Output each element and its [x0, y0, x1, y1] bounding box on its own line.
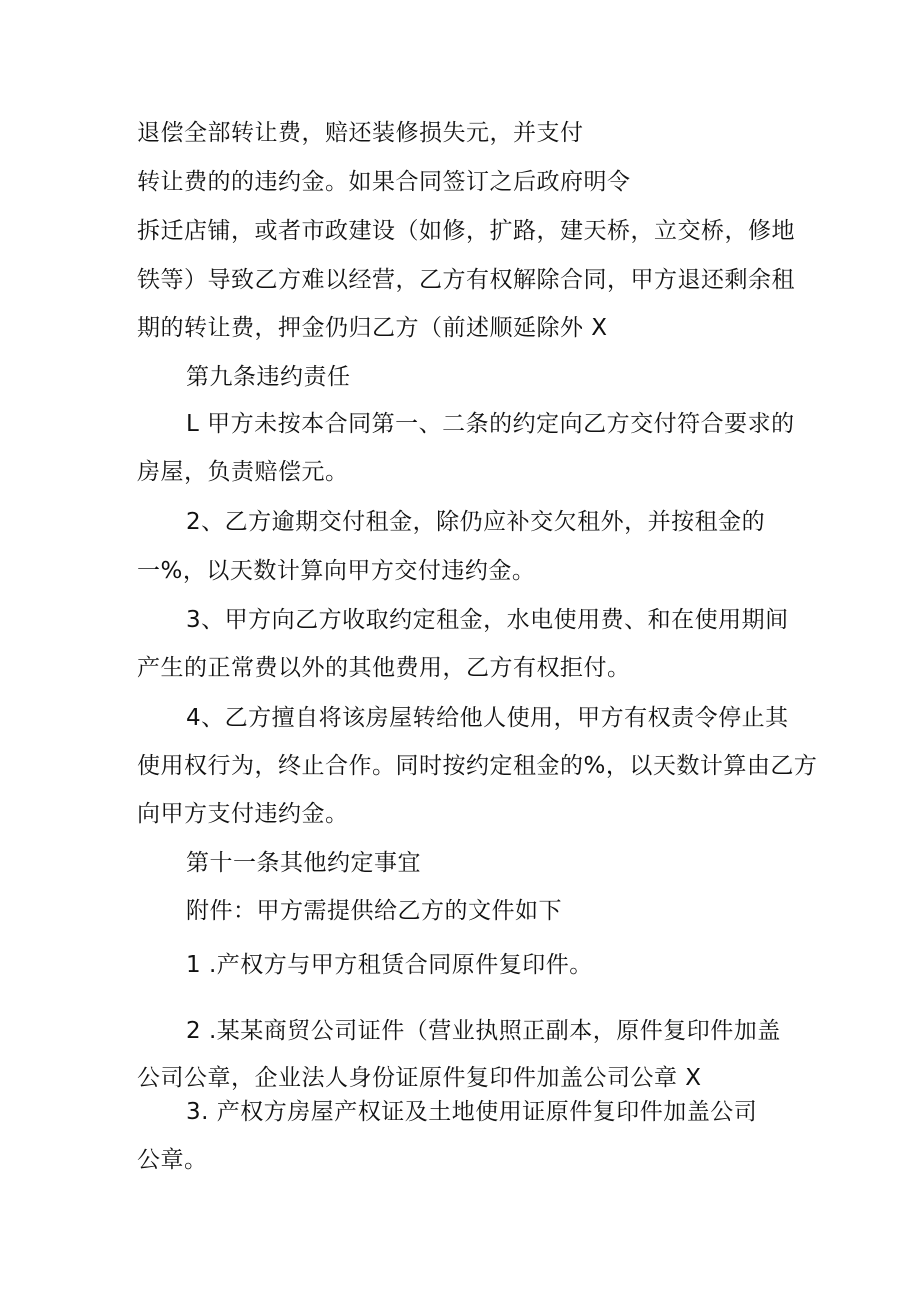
text-line: 公章。: [137, 1147, 208, 1173]
text-line: 退偿全部转让费，赔还装修损失元，并支付: [137, 120, 584, 146]
text-line: 向甲方支付违约金。: [137, 801, 349, 827]
text-line: 3、甲方向乙方收取约定租金，水电使用费、和在使用期间: [186, 607, 789, 633]
text-line: 铁等）导致乙方难以经营，乙方有权解除合同，甲方退还剩余租: [137, 267, 795, 293]
text-line: 转让费的的违约金。如果合同签订之后政府明令: [137, 169, 631, 195]
text-line: 拆迁店铺，或者市政建设（如修，扩路，建天桥，立交桥，修地: [137, 218, 795, 244]
text-line: 公司公章，企业法人身份证原件复印件加盖公司公章 X: [137, 1065, 702, 1091]
section-heading: 第九条违约责任: [186, 364, 351, 390]
text-line: 附件：甲方需提供给乙方的文件如下: [186, 898, 562, 924]
text-line: 2、乙方逾期交付租金，除仍应补交欠租外，并按租金的: [186, 509, 766, 535]
text-line: 4、乙方擅自将该房屋转给他人使用，甲方有权责令停止其: [186, 705, 789, 731]
text-line: 使用权行为，终止合作。同时按约定租金的%，以天数计算由乙方: [137, 753, 818, 779]
text-line: 产生的正常费以外的其他费用，乙方有权拒付。: [137, 655, 631, 681]
text-line: 期的转让费，押金仍归乙方（前述顺延除外 X: [137, 315, 608, 341]
section-heading: 第十一条其他约定事宜: [186, 850, 421, 876]
text-line: L 甲方未按本合同第一、二条的约定向乙方交付符合要求的: [186, 411, 795, 437]
list-item: 3. 产权方房屋产权证及土地使用证原件复印件加盖公司: [186, 1099, 758, 1125]
list-item: 2 .某某商贸公司证件（营业执照正副本，原件复印件加盖: [186, 1018, 781, 1044]
list-item: 1 .产权方与甲方租赁合同原件复印件。: [186, 952, 593, 978]
text-line: 房屋，负责赔偿元。: [137, 459, 349, 485]
text-line: 一%，以天数计算向甲方交付违约金。: [137, 558, 536, 584]
